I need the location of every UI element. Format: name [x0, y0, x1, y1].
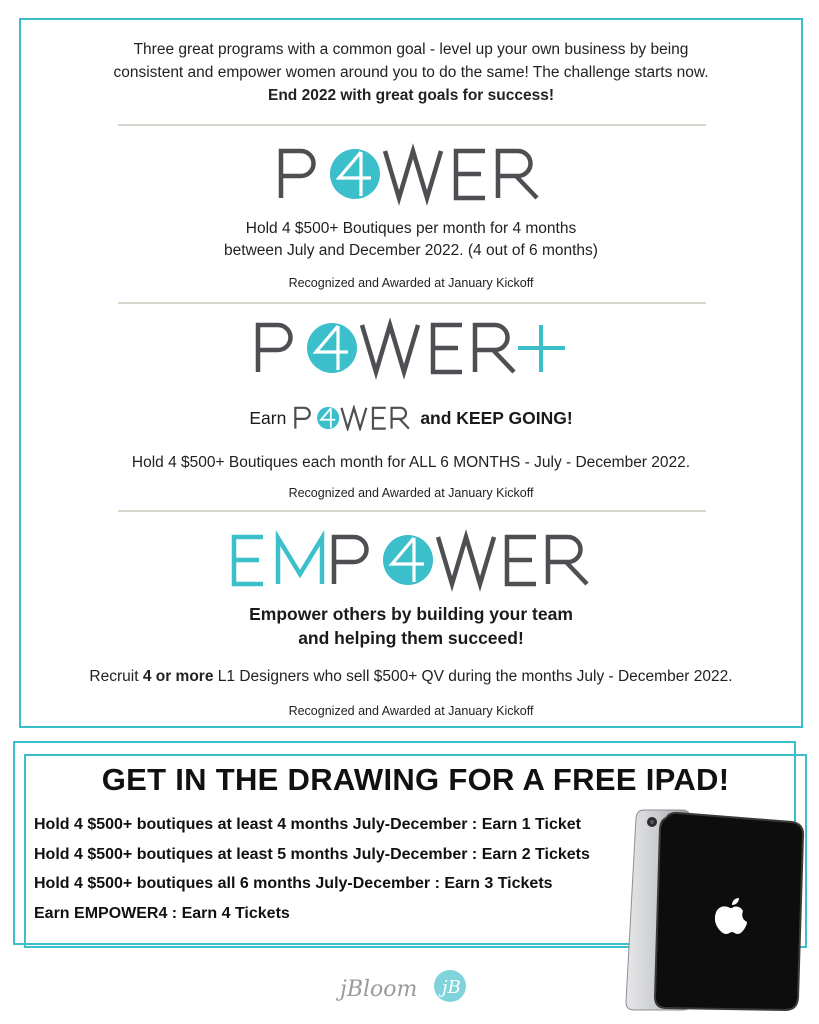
empower-headline — [21, 602, 801, 650]
power-award-note: Recognized and Awarded at January Kickoff — [288, 276, 534, 290]
divider — [118, 302, 706, 304]
earn-prefix: Earn — [249, 407, 287, 428]
ticket-rule-3: Hold 4 $500+ boutiques all 6 months July-December : Earn 3 Tickets — [34, 875, 553, 892]
programs-panel — [19, 18, 803, 728]
empower-logo-graphic — [230, 534, 592, 586]
power-logo-graphic — [278, 148, 544, 200]
jbloom-logo — [336, 962, 476, 1012]
empower-headline-line-1: Empower others by building your team — [249, 604, 573, 624]
power-plus-description: Hold 4 $500+ Boutiques each month for ALL 6 MONTHS - July - December 2022. — [131, 454, 691, 471]
intro-text — [21, 38, 801, 107]
power-desc-line-1: Hold 4 $500+ Boutiques per month for 4 months — [245, 220, 577, 237]
empower-desc-prefix: Recruit — [89, 668, 143, 685]
intro-line-1: Three great programs with a common goal - level up your own business by being — [133, 41, 689, 58]
empower-logo — [21, 534, 801, 586]
empower-award-note: Recognized and Awarded at January Kickoff — [288, 704, 534, 718]
power-description — [21, 218, 801, 262]
earn-power-line — [21, 405, 801, 431]
power-plus-logo — [21, 322, 801, 374]
ticket-rule-4: Earn EMPOWER4 : Earn 4 Tickets — [34, 905, 290, 922]
divider — [118, 124, 706, 126]
intro-line-2: consistent and empower women around you to do the same! The challenge starts now. — [113, 64, 709, 81]
power-desc-line-2: between July and December 2022. (4 out of 6 months) — [224, 242, 598, 259]
inline-power-logo — [294, 405, 412, 431]
intro-line-3: End 2022 with great goals for success! — [268, 87, 554, 104]
empower-desc-bold: 4 or more — [142, 668, 214, 685]
empower-description — [21, 666, 801, 688]
brand-wordmark: jBloom — [340, 977, 418, 1002]
divider — [118, 510, 706, 512]
power-logo — [21, 148, 801, 200]
ticket-rule-1: Hold 4 $500+ boutiques at least 4 months July-December : Earn 1 Ticket — [34, 816, 581, 833]
ipad-icon — [622, 808, 808, 1012]
svg-text:jB: jB — [442, 977, 461, 998]
earn-suffix: and KEEP GOING! — [420, 407, 573, 428]
power-plus-award-note: Recognized and Awarded at January Kickoff — [288, 486, 534, 500]
drawing-title: GET IN THE DRAWING FOR A FREE IPAD! — [101, 762, 730, 797]
empower-desc-suffix: L1 Designers who sell $500+ QV during the months July - December 2022. — [213, 668, 733, 685]
empower-headline-line-2: and helping them succeed! — [298, 628, 524, 648]
ticket-rule-2: Hold 4 $500+ boutiques at least 5 months July-December : Earn 2 Tickets — [34, 846, 590, 863]
power-plus-logo-graphic — [255, 322, 567, 374]
